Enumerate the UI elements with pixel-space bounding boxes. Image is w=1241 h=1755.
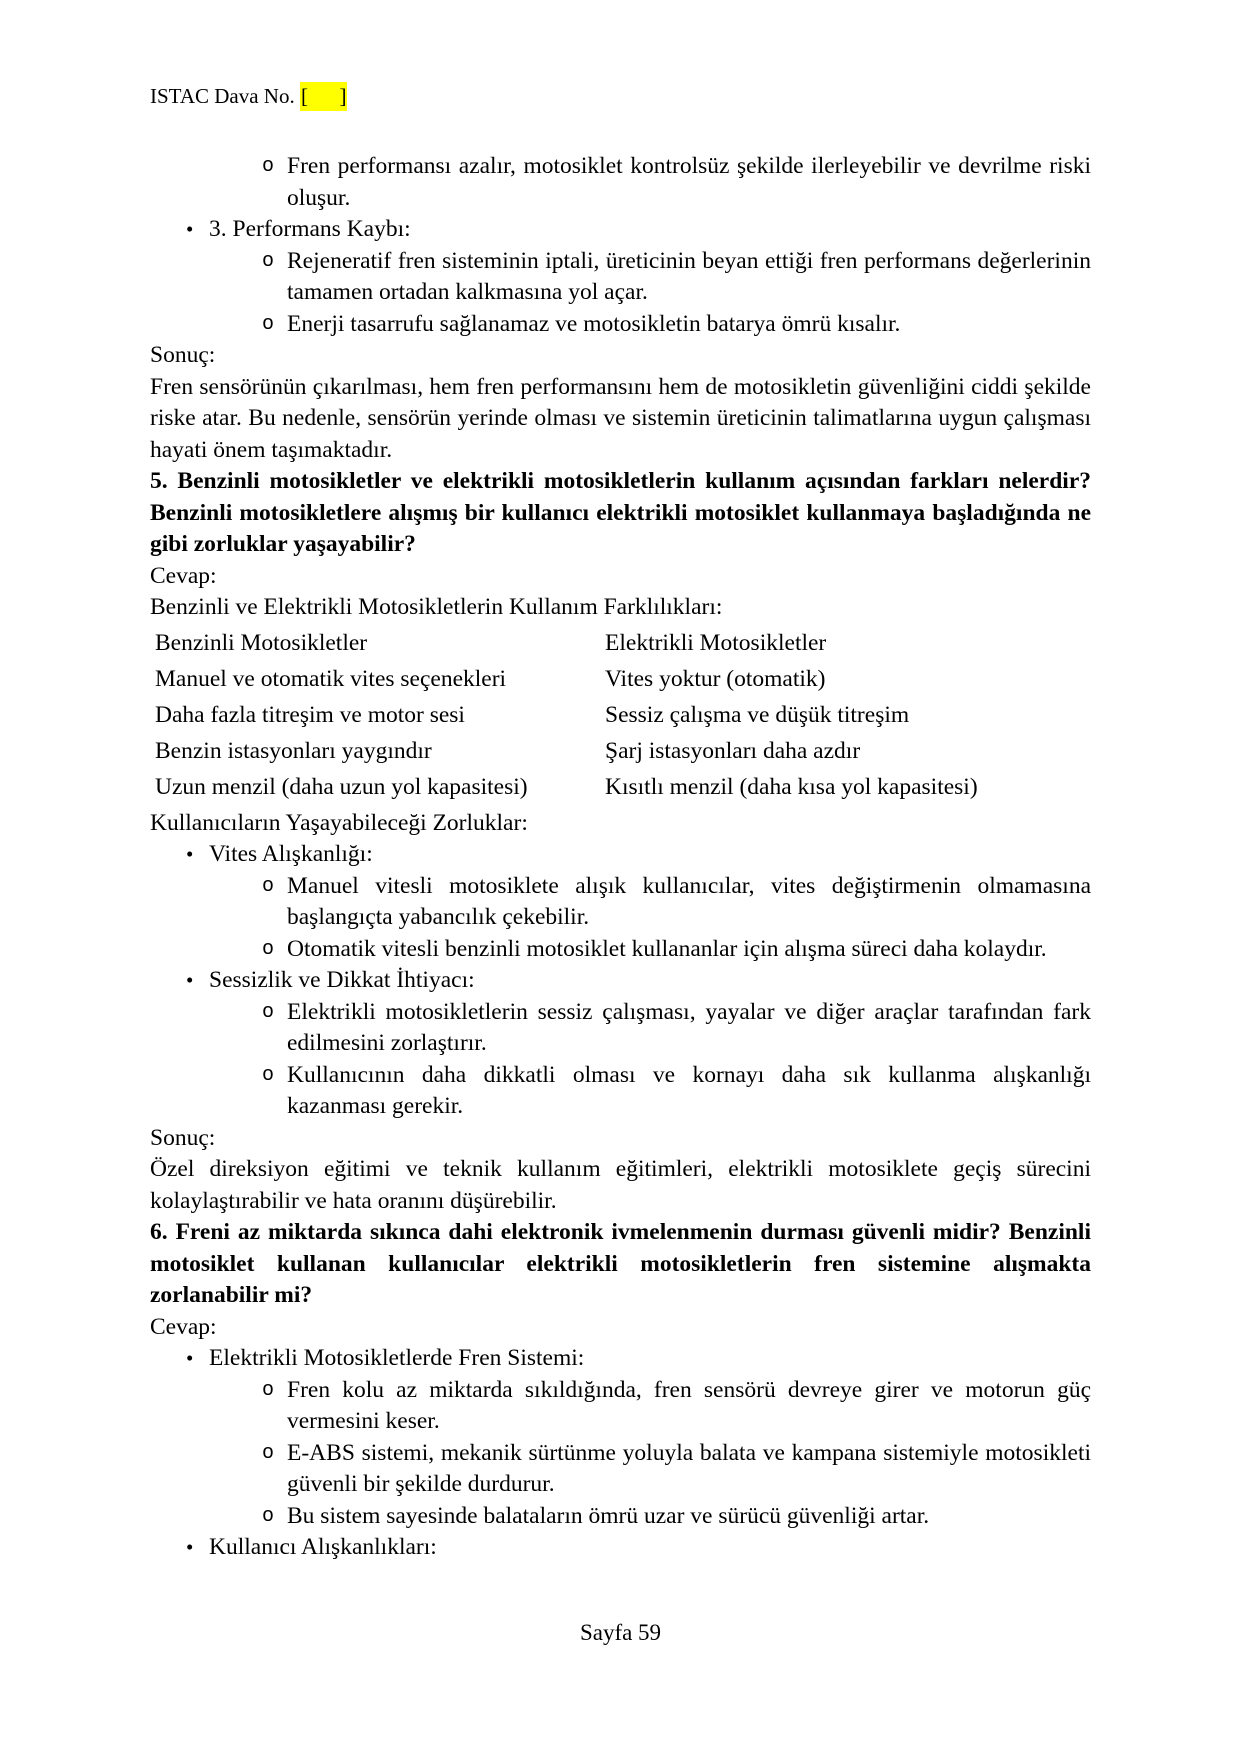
list-item-text: Rejeneratif fren sisteminin iptali, üreticinin beyan ettiği fren performans değerlerinin tamamen ortadan kalkmasına yol açar. (287, 247, 1091, 305)
list-item-level2 (150, 1438, 1091, 1501)
list-item-text: Elektrikli Motosikletlerde Fren Sistemi: (209, 1345, 585, 1371)
list-item-level2 (150, 1501, 1091, 1533)
list-item-level2 (150, 309, 1091, 341)
list-item-level1 (150, 965, 1091, 997)
list-item-text: Elektrikli motosikletlerin sessiz çalışması, yayalar ve diğer araçlar tarafından fark edilmesini zorlaştırır. (287, 998, 1091, 1056)
paragraph: Kullanıcıların Yaşayabileceği Zorluklar: (150, 809, 528, 836)
circle-bullet-icon: o (262, 155, 275, 178)
circle-bullet-icon: o (262, 874, 275, 898)
list-item-text: Otomatik vitesli benzinli motosiklet kullananlar için alışma süreci daha kolaydır. (287, 935, 1047, 962)
table-cell: Benzinli Motosikletler (155, 629, 368, 656)
table-row (150, 698, 1091, 734)
list-item-text: Sessizlik ve Dikkat İhtiyacı: (209, 967, 475, 993)
case-number-header (150, 83, 347, 109)
circle-bullet-icon: o (262, 1378, 275, 1402)
list-item-level1 (150, 1532, 1091, 1564)
paragraph: Sonuç: (150, 342, 216, 368)
table-cell: Şarj istasyonları daha azdır (605, 737, 861, 764)
bullet-icon: • (186, 842, 194, 866)
bullet-icon: • (186, 1535, 194, 1559)
table-row (150, 770, 1091, 806)
table-cell: Benzin istasyonları yaygındır (155, 737, 432, 764)
circle-bullet-icon: o (262, 312, 275, 336)
paragraph: Cevap: (150, 562, 217, 589)
page-number: Sayfa 59 (579, 1620, 662, 1645)
list-item-level1 (150, 1343, 1091, 1375)
list-item-text: Bu sistem sayesinde balataların ömrü uzar ve sürücü güvenliği artar. (287, 1502, 930, 1529)
circle-bullet-icon: o (262, 1000, 275, 1024)
table-cell: Vites yoktur (otomatik) (605, 665, 826, 692)
circle-bullet-icon: o (262, 1063, 275, 1087)
case-number-highlighted-blank: [ ] (300, 82, 348, 111)
list-item-level2 (150, 151, 1091, 214)
list-item-text: Kullanıcı Alışkanlıkları: (209, 1534, 437, 1560)
paragraph: Fren sensörünün çıkarılması, hem fren performansını hem de motosikletin güvenliğini ciddi şekilde riske atar. Bu nedenle, sensörün yerinde olması ve sistemin üreticinin talimatlarına uygun çalışması hayati önem taşımaktadır. (150, 373, 1091, 463)
list-item-level2 (150, 246, 1091, 309)
circle-bullet-icon: o (262, 249, 275, 273)
comparison-table (150, 626, 1091, 806)
bullet-icon: • (186, 217, 194, 241)
list-item-text: Fren performansı azalır, motosiklet kontrolsüz şekilde ilerleyebilir ve devrilme riski oluşur. (287, 153, 1091, 211)
page-footer (0, 1620, 1241, 1646)
list-item-text: Kullanıcının daha dikkatli olması ve kornayı daha sık kullanma alışkanlığı kazanması gerekir. (287, 1061, 1091, 1119)
circle-bullet-icon: o (262, 1441, 275, 1465)
table-cell: Kısıtlı menzil (daha kısa yol kapasitesi) (605, 773, 978, 800)
bullet-icon: • (186, 1346, 194, 1370)
table-cell: Manuel ve otomatik vites seçenekleri (155, 665, 507, 692)
list-item-text: E-ABS sistemi, mekanik sürtünme yoluyla balata ve kampana sistemiyle motosikleti güvenli bir şekilde durdurur. (287, 1439, 1091, 1497)
list-item-level2 (150, 871, 1091, 934)
list-item-text: 3. Performans Kaybı: (209, 216, 411, 242)
table-row (150, 626, 1091, 662)
list-item-level2 (150, 934, 1091, 966)
table-cell: Daha fazla titreşim ve motor sesi (155, 701, 465, 728)
paragraph: Özel direksiyon eğitimi ve teknik kullanım eğitimleri, elektrikli motosiklete geçiş sürecini kolaylaştırabilir ve hata oranını düşürebilir. (150, 1156, 1091, 1214)
list-item-text: Enerji tasarrufu sağlanamaz ve motosikletin batarya ömrü kısalır. (287, 310, 901, 337)
circle-bullet-icon: o (262, 937, 275, 961)
circle-bullet-icon: o (262, 1504, 275, 1528)
paragraph: Benzinli ve Elektrikli Motosikletlerin Kullanım Farklılıkları: (150, 594, 723, 620)
list-item-level2 (150, 997, 1091, 1060)
paragraph: Cevap: (150, 1313, 217, 1340)
case-number-label: ISTAC Dava No. (150, 84, 300, 108)
list-item-level1 (150, 214, 1091, 246)
list-item-level2 (150, 1060, 1091, 1123)
table-cell: Sessiz çalışma ve düşük titreşim (605, 701, 910, 728)
list-item-level2 (150, 1375, 1091, 1438)
document-body (150, 151, 1091, 1564)
paragraph: Sonuç: (150, 1124, 216, 1151)
list-item-text: Manuel vitesli motosiklete alışık kullanıcılar, vites değiştirmenin olmamasına başlangıçta yabancılık çekebilir. (287, 872, 1091, 930)
list-item-text: Vites Alışkanlığı: (209, 841, 373, 867)
list-item-text: Fren kolu az miktarda sıkıldığında, fren sensörü devreye girer ve motorun güç vermesini keser. (287, 1376, 1091, 1434)
question-paragraph: 6. Freni az miktarda sıkınca dahi elektronik ivmelenmenin durması güvenli midir? Benzinli motosiklet kullanan kullanıcılar elektrikli motosikletlerin fren sistemine alışmakta zorlanabilir mi? (150, 1219, 1091, 1308)
table-row (150, 662, 1091, 698)
list-item-level1 (150, 839, 1091, 871)
table-row (150, 734, 1091, 770)
question-paragraph: 5. Benzinli motosikletler ve elektrikli motosikletlerin kullanım açısından farkları nelerdir? Benzinli motosikletlere alışmış bir kullanıcı elektrikli motosiklet kullanmaya başladığında ne gibi zorluklar yaşayabilir? (150, 468, 1091, 557)
bullet-icon: • (186, 968, 194, 992)
table-cell: Elektrikli Motosikletler (605, 629, 827, 656)
table-cell: Uzun menzil (daha uzun yol kapasitesi) (155, 773, 528, 800)
